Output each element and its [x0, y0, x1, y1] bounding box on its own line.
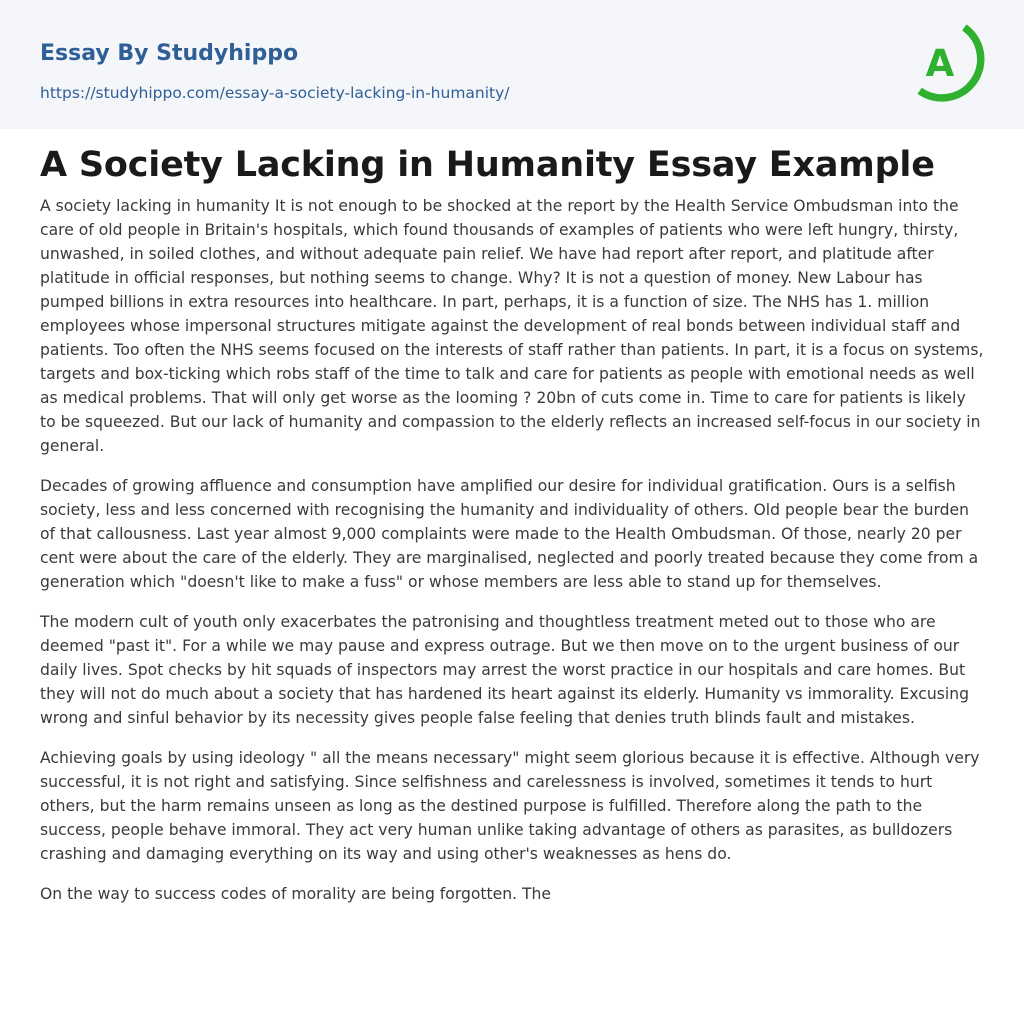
essay-paragraph: The modern cult of youth only exacerbates the patronising and thoughtless treatment meted out to those who are deemed "past it". For a while we may pause and express outrage. But we then move on to the urgent business of our daily lives. Spot checks by hit squads of inspectors may arrest the worst practice in our hospitals and care homes. But they will not do much about a society that has hardened its heart against its elderly. Humanity vs immorality. Excusing wrong and sinful behavior by its necessity gives people false feeling that denies truth blinds fault and mistakes.: [40, 613, 969, 727]
essay-body: [40, 194, 986, 922]
page-title: A Society Lacking in Humanity Essay Example: [40, 145, 935, 185]
essay-paragraph: On the way to success codes of morality are being forgotten. The: [40, 885, 552, 903]
essay-paragraph: Achieving goals by using ideology " all the means necessary" might seem glorious because it is effective. Although very successful, it is not right and satisfying. Since selfishness and carelessness is involved, sometimes it tends to hurt others, but the harm remains unseen as long as the destined purpose is fulfilled. Therefore along the path to the success, people behave immoral. They act very human unlike taking advantage of others as parasites, as bulldozers crashing and damaging everything on its way and using other's weaknesses as hens do.: [40, 749, 980, 863]
site-brand-title[interactable]: Essay By Studyhippo: [40, 41, 299, 66]
essay-paragraph: A society lacking in humanity It is not enough to be shocked at the report by the Health Service Ombudsman into the care of old people in Britain's hospitals, which found thousands of examples of patients who were left hungry, thirsty, unwashed, in soiled clothes, and without adequate pain relief. We have had report after report, and platitude after platitude in official responses, but nothing seems to change. Why? It is not a question of money. New Labour has pumped billions in extra resources into healthcare. In part, perhaps, it is a function of size. The NHS has 1. million employees whose impersonal structures mitigate against the development of real bonds between individual staff and patients. Too often the NHS seems focused on the interests of staff rather than patients. In part, it is a focus on systems, targets and box-ticking which robs staff of the time to talk and care for patients as people with emotional needs as well as medical problems. That will only get worse as the looming ? 20bn of cuts come in. Time to care for patients is likely to be squeezed. But our lack of humanity and compassion to the elderly reflects an increased self-focus in our society in general.: [40, 197, 984, 455]
studyhippo-logo-icon[interactable]: [912, 18, 988, 106]
logo-letter: A: [925, 42, 955, 85]
essay-paragraph: Decades of growing affluence and consumption have amplified our desire for individual gratification. Ours is a selfish society, less and less concerned with recognising the humanity and individuality of others. Old people bear the burden of that callousness. Last year almost 9,000 complaints were made to the Health Ombudsman. Of those, nearly 20 per cent were about the care of the elderly. They are marginalised, neglected and poorly treated because they come from a generation which "doesn't like to make a fuss" or whose members are less able to stand up for themselves.: [40, 477, 979, 591]
essay-url-link[interactable]: https://studyhippo.com/essay-a-society-lacking-in-humanity/: [40, 84, 510, 102]
site-header: [0, 0, 1024, 129]
